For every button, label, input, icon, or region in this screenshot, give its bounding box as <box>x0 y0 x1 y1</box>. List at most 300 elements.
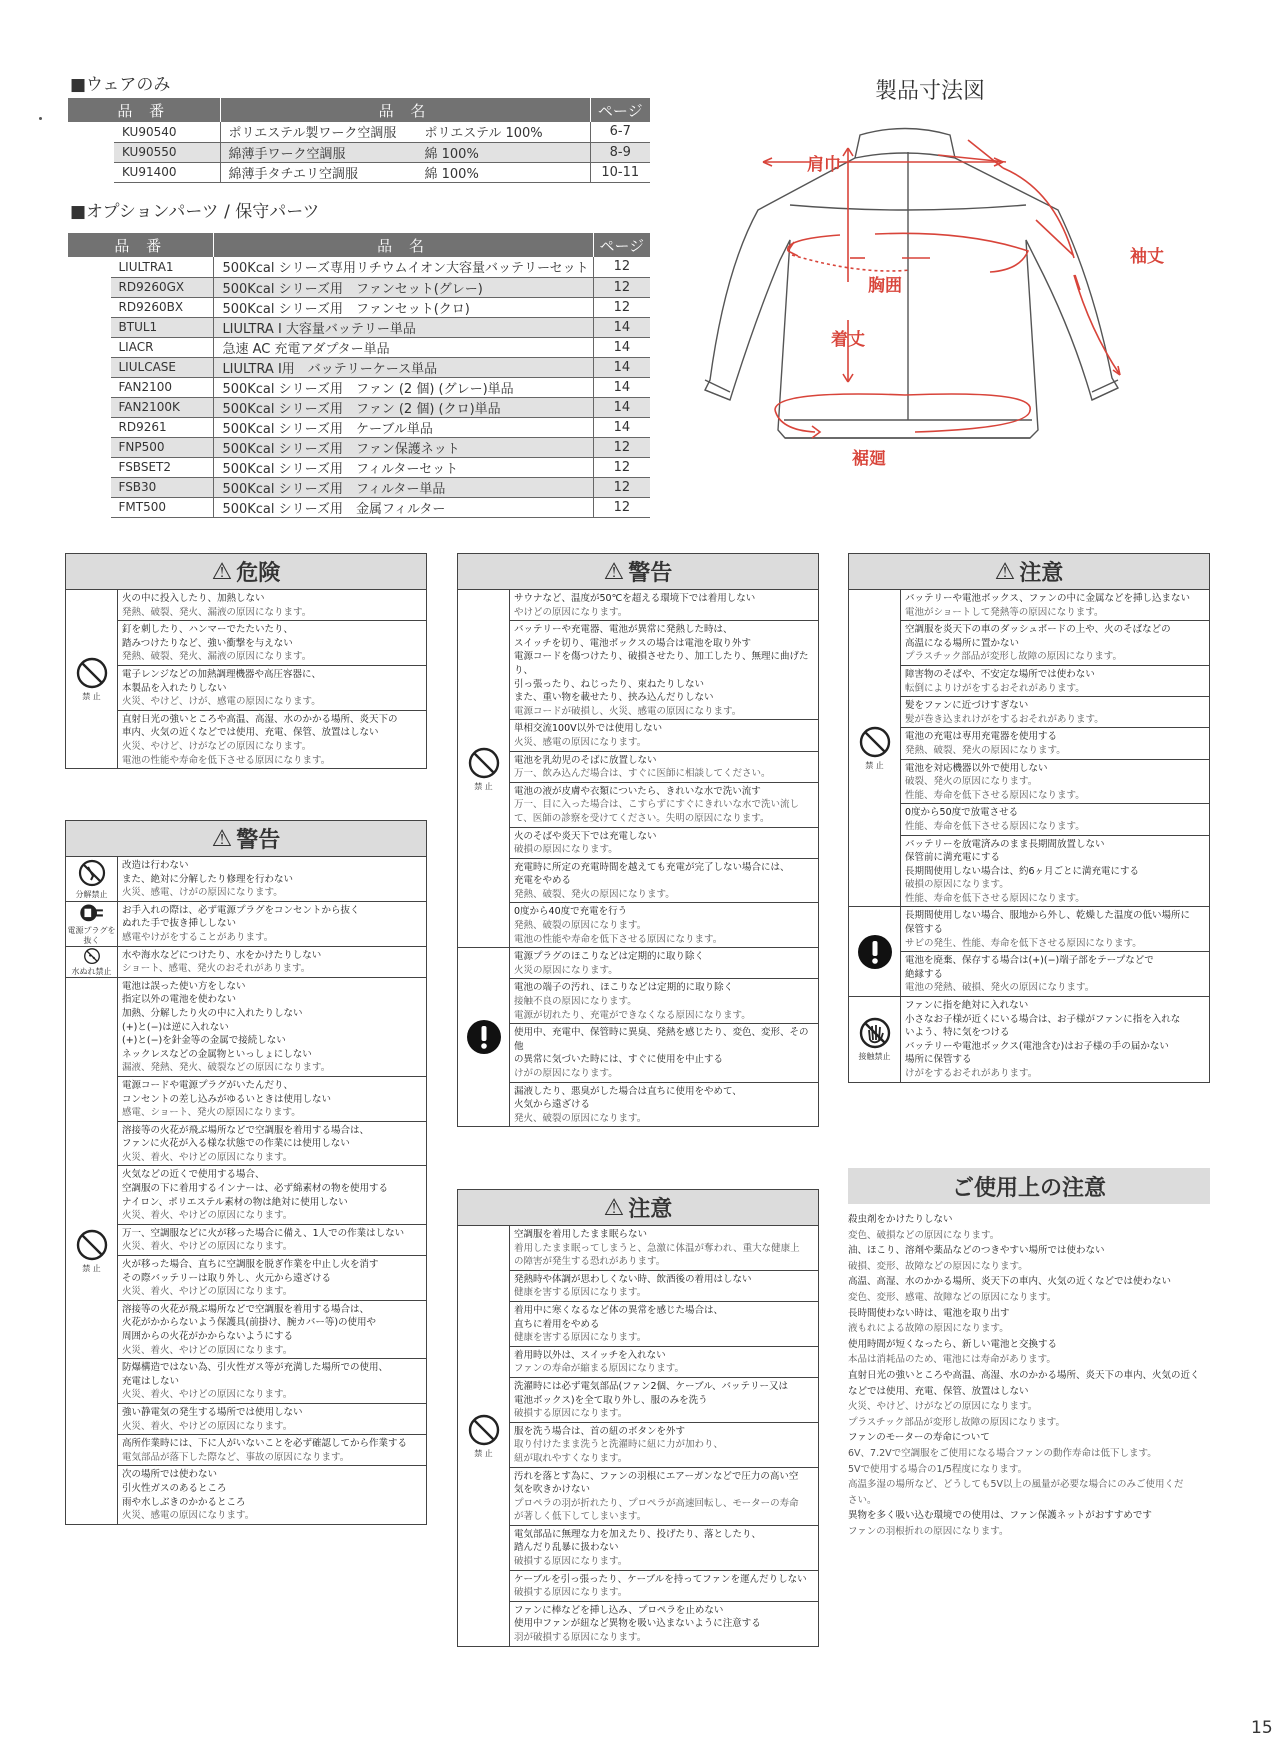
part-number: KU91400 <box>114 162 220 182</box>
header-part-no: 品 番 <box>68 98 220 122</box>
table-row <box>68 142 650 162</box>
notice-text: 着用時以外は、スイッチを入れない <box>514 1349 666 1361</box>
nocontact-label: 接触禁止 <box>858 1052 891 1062</box>
caution-right-prohibit-group <box>849 590 1209 907</box>
notice-item <box>510 1378 818 1423</box>
notice-consequence: 破損する原因になります。 <box>514 1408 628 1420</box>
prohibit-label: 禁 止 <box>865 761 884 771</box>
notice-text: バッテリーや電池ボックス、ファンの中に金属などを挿し込まない <box>905 593 1191 604</box>
notice-text: 溶接等の火花が飛ぶ場所などで空調服を着用する場合は、 ファンに火花が入る様な状態での作業には使用しない <box>122 1124 370 1150</box>
notice-item <box>118 666 426 711</box>
part-number: BTUL1 <box>111 317 214 337</box>
part-number: KU90550 <box>114 142 220 162</box>
part-number: FSB30 <box>111 477 214 497</box>
notice-consequence: 火災、やけど、けがなどの原因になります。 電池の性能や寿命を低下させる原因になります。 <box>122 740 331 766</box>
table-row <box>68 477 650 497</box>
icon-stack <box>66 857 118 977</box>
part-number: FNP500 <box>111 437 214 457</box>
page-ref: 12 <box>593 257 650 277</box>
notice-text: バッテリーを放電済みのまま長期間放置しない 保管前に満充電にする 長期間使用しない場合は、約6ヶ月ごとに満充電にする <box>905 838 1140 877</box>
usage-text: ファンのモーターの寿命について <box>848 1432 990 1444</box>
notice-item <box>118 947 426 977</box>
notice-consequence: やけどの原因になります。 <box>514 606 628 618</box>
notice-item <box>118 902 426 947</box>
notice-text: 万一、空調服などに火が移った場合に備え、1人での作業はしない <box>122 1227 405 1239</box>
product-name <box>220 162 590 182</box>
notice-consequence: 破損する原因になります。 <box>514 1587 628 1599</box>
notice-consequence: 火災、着火、やけどの原因になります。 <box>122 1210 293 1222</box>
warning-triangle-icon: ⚠ <box>211 825 233 852</box>
speck-dot <box>39 117 42 120</box>
notice-text: 電池は誤った使い方をしない 指定以外の電池を使わない 加熱、分解したり火の中に入れたりしない (+)と(−)は逆に入れない (+)と(−)を針金等の金属で接続しない ネックレスなどの金属物といっしょにしない <box>122 980 312 1060</box>
notice-consequence: 電池がショートして発熱等の原因になります。 <box>905 606 1104 618</box>
prohibit-icon <box>467 746 501 780</box>
exclamation-icon <box>466 1019 502 1055</box>
usage-text: 異物を多く吸い込む環境での使用は、ファン保護ネットがおすすめです <box>848 1510 1152 1522</box>
notice-item <box>510 720 818 751</box>
usage-consequence: 液もれによる故障の原因になります。 <box>848 1323 1009 1335</box>
danger-group <box>66 590 426 768</box>
caution-right-items <box>901 590 1209 906</box>
usage-text: 油、ほこり、溶剤や薬品などのつきやすい場所では使わない <box>848 1245 1105 1257</box>
nocontact-icon-cell <box>849 997 901 1082</box>
notice-item <box>510 1083 818 1127</box>
notice-text: 釘を刺したり、ハンマーでたたいたり、 踏みつけたりなど、強い衝撃を与えない <box>122 624 294 649</box>
notice-item <box>118 621 426 666</box>
notice-consequence: 火災、感電の原因になります。 <box>122 1510 255 1522</box>
part-number: FAN2100 <box>111 377 214 397</box>
product-name: LIULTRA Ⅰ 大容量バッテリー単品 <box>214 317 593 337</box>
page-ref: 8-9 <box>590 142 650 162</box>
notice-text: 電池の充電は専用充電器を使用する <box>905 731 1058 743</box>
notice-consequence: 感電、ショート、発火の原因になります。 <box>122 1107 301 1119</box>
notice-text: ファンに棒などを挿し込み、プロペラを止めない 使用中ファンが紐など異物を吸い込まないように注意する <box>514 1604 761 1630</box>
label-hem: 裾廻 <box>852 449 886 469</box>
notice-text: 直射日光の強いところや高温、高湿、水のかかる場所、炎天下の 車内、火気の近くなどでは使用、充電、保管、放置はしない <box>122 713 398 739</box>
notice-item <box>118 1404 426 1435</box>
notice-consequence: 破損の原因になります。 <box>514 844 618 856</box>
prohibit-icon <box>858 725 892 759</box>
prohibit-icon-cell <box>458 1226 510 1646</box>
part-number: LIULTRA1 <box>111 257 214 277</box>
header-page: ページ <box>593 233 650 257</box>
usage-consequence: ファンの羽根折れの原因になります。 <box>848 1525 1009 1537</box>
material-text: ポリエステル 100% <box>424 126 543 142</box>
usage-notes-list <box>848 1212 1210 1539</box>
page-ref: 14 <box>593 357 650 377</box>
notice-item <box>901 728 1209 759</box>
table-row <box>68 337 650 357</box>
options-table <box>68 233 650 518</box>
notice-consequence: プロペラの羽が折れたり、プロペラが高速回転し、モーターの寿命 が著しく低下してしまいます。 <box>514 1497 799 1523</box>
warning-mid-header: ⚠ 警告 <box>458 554 818 590</box>
prohibit-icon <box>75 1228 109 1262</box>
notice-consequence: 破裂、発火の原因になります。 性能、寿命を低下させる原因になります。 <box>905 776 1085 801</box>
notice-text: 髪をファンに近づけすぎない <box>905 700 1029 712</box>
usage-text: 長時間使わない時は、電池を取り出す <box>848 1307 1010 1319</box>
notice-item <box>118 711 426 768</box>
notice-item <box>901 952 1209 996</box>
warning-triangle-icon: ⚠ <box>211 558 233 585</box>
danger-items <box>118 590 426 768</box>
usage-item <box>848 1274 1210 1305</box>
warning-triangle-icon: ⚠ <box>603 1194 625 1221</box>
notice-item <box>118 1359 426 1404</box>
table-row <box>68 377 650 397</box>
usage-item <box>848 1368 1210 1430</box>
product-name: 500Kcal シリーズ用 ファン保護ネット <box>214 437 593 457</box>
usage-consequence: 6V、7.2Vで空調服をご使用になる場合ファンの動作寿命は低下します。 5Vで使用する場合の1/5程度になります。 高温多湿の場所など、どうしても5V以上の風量が必要な場合にのみご使用くだ さい。 <box>848 1447 1184 1506</box>
diagram-title: 製品寸法図 <box>875 79 986 104</box>
label-sleeve: 袖丈 <box>1130 247 1164 267</box>
notice-text: 障害物のそばや、不安定な場所では使わない <box>905 668 1095 680</box>
notice-consequence: 発熱、破裂の原因になります。 電池の性能や寿命を低下させる原因になります。 <box>514 920 723 945</box>
part-number: RD9260GX <box>111 277 214 297</box>
notice-consequence: 性能、寿命を低下させる原因になります。 <box>905 820 1085 832</box>
usage-item <box>848 1430 1210 1508</box>
material-text: 綿 100% <box>424 166 479 182</box>
notice-text: 発熱時や体調が思わしくない時、飲酒後の着用はしない <box>514 1273 752 1285</box>
caution-right-contact-items <box>901 997 1209 1082</box>
warning-mid-items <box>510 590 818 947</box>
page-ref: 6-7 <box>590 122 650 142</box>
notice-text: 長期間使用しない場合、服地から外し、乾燥した温度の低い場所に 保管する <box>905 910 1191 936</box>
usage-text: 直射日光の強いところや高温、高湿、水のかかる場所、炎天下の車内、火気の近く などでは使用、充電、保管、放置はしない <box>848 1369 1200 1397</box>
notice-consequence: 健康を害する原因になります。 <box>514 1332 647 1344</box>
unplug-icon <box>77 902 107 924</box>
usage-item <box>848 1243 1210 1274</box>
jacket-collar <box>855 129 955 159</box>
notice-text: 火の中に投入したり、加熱しない <box>122 593 265 604</box>
danger-header: ⚠ 危険 <box>66 554 426 590</box>
unplug-icon-cell <box>66 902 117 947</box>
part-number: RD9261 <box>111 417 214 437</box>
table-row <box>68 357 650 377</box>
notice-text: 電池を乳幼児のそばに放置しない <box>514 754 657 766</box>
part-number: KU90540 <box>114 122 220 142</box>
caution-mid-box <box>457 1189 819 1647</box>
prohibit-icon <box>75 656 109 690</box>
prohibit-label: 禁 止 <box>82 692 101 702</box>
notice-text: バッテリーや充電器、電池が異常に発熱した時は、 スイッチを切り、電池ボックスの場合は電池を取り外す 電源コードを傷つけたり、破損させたり、加工したり、無理に曲げたり、 引っ張ったり、ねじったり、束ねたりしない また、重い物を載せたり、挟み込んだりしない <box>514 624 809 704</box>
page-ref: 12 <box>593 477 650 497</box>
label-length: 着丈 <box>831 330 865 350</box>
notice-text: 0度から50度で放電させる <box>905 807 1019 819</box>
notice-text: 0度から40度で充電を行う <box>514 906 628 918</box>
notice-item <box>901 997 1209 1082</box>
notice-consequence: 火災、着火、やけどの原因になります。 <box>122 1420 293 1432</box>
notice-item <box>901 836 1209 907</box>
notice-text: 服を洗う場合は、首の紐のボタンを外す <box>514 1425 686 1437</box>
notice-item <box>118 1466 426 1523</box>
exclamation-icon <box>857 934 893 970</box>
prohibit-label: 禁 止 <box>474 1448 493 1458</box>
warning-mid-mandatory-group <box>458 948 818 1126</box>
notice-item <box>510 979 818 1024</box>
usage-text: 殺虫剤をかけたりしない <box>848 1214 953 1225</box>
notice-consequence: 髪が巻き込まれけがをするおそれがあります。 <box>905 713 1104 725</box>
notice-item <box>510 590 818 621</box>
notice-text: 電源コードや電源プラグがいたんだり、 コンセントの差し込みがゆるいときは使用しない <box>122 1079 332 1105</box>
usage-consequence: 変色、破損などの原因になります。 <box>848 1229 1000 1241</box>
notice-item <box>510 1571 818 1602</box>
notice-consequence: 着用したまま眠ってしまうと、急激に体温が奪われ、重大な健康上 の障害が発生する恐れがあります。 <box>514 1242 800 1268</box>
warning-left-box <box>65 820 427 1525</box>
caution-right-box <box>848 553 1210 1083</box>
caution-right-mandatory-group <box>849 907 1209 997</box>
notice-item <box>510 1302 818 1347</box>
notice-item <box>510 1226 818 1271</box>
notice-text: 洗濯時には必ず電気部品(ファン2個、ケーブル、バッテリー又は 電池ボックス)を全て取り外し、服のみを洗う <box>514 1380 788 1406</box>
table-row <box>68 417 650 437</box>
notice-consequence: ショート、感電、発火のおそれがあります。 <box>122 963 311 975</box>
notice-text: 単相交流100V以外では使用しない <box>514 723 663 735</box>
notice-consequence: 火災、着火、やけどの原因になります。 <box>122 1344 293 1356</box>
notice-text: 電池を対応機器以外で使用しない <box>905 762 1048 774</box>
notice-item <box>118 857 426 902</box>
notice-item <box>901 804 1209 835</box>
table-row <box>68 497 650 517</box>
caution-right-mandatory-items <box>901 907 1209 996</box>
usage-consequence: 変色、変形、感電、故障などの原因になります。 <box>848 1291 1057 1303</box>
notice-text: 火気などの近くで使用する場合、 空調服の下に着用するインナーは、必ず綿素材の物を使用する ナイロン、ポリエステル素材の物は絶対に使用しない <box>122 1169 389 1208</box>
notice-text: 汚れを落とす為に、ファンの羽根にエアーガンなどで圧力の高い空 気を吹きかけない <box>514 1470 799 1496</box>
notice-text: 電子レンジなどの加熱調理機器や高圧容器に、 本製品を入れたりしない <box>122 668 322 694</box>
notice-text: サウナなど、温度が50℃を超える環境下では着用しない <box>514 593 756 604</box>
notice-consequence: 発熱、破裂、発火、漏液の原因になります。 <box>122 651 312 663</box>
notice-text: 水や海水などにつけたり、水をかけたりしない <box>122 949 322 961</box>
prohibit-icon <box>467 1413 501 1447</box>
notice-text: 次の場所では使わない 引火性ガスのあるところ 雨や水しぶきのかかるところ <box>122 1469 246 1508</box>
notice-consequence: 発熱、破裂、発火の原因になります。 <box>905 744 1066 756</box>
product-name: 500Kcal シリーズ用 ファン (2 個) (クロ)単品 <box>214 397 593 417</box>
notice-text: 高所作業時には、下に人がいないことを必ず確認してから作業する <box>122 1438 408 1450</box>
notice-item <box>510 1271 818 1302</box>
page-ref: 12 <box>593 497 650 517</box>
product-name: 急速 AC 充電アダプター単品 <box>214 337 593 357</box>
product-name: 500Kcal シリーズ用 ケーブル単品 <box>214 417 593 437</box>
notice-text: 充電時に所定の充電時間を越えても充電が完了しない場合には、 充電をやめる <box>514 861 790 887</box>
jacket-size-diagram <box>700 110 1220 480</box>
jacket-hem-band <box>784 420 1032 438</box>
notice-text: 電気部品に無理な力を加えたり、投げたり、落としたり、 踏んだり乱暴に扱わない <box>514 1528 762 1554</box>
notice-item <box>510 621 818 720</box>
prohibit-icon-cell <box>66 590 118 768</box>
notice-consequence: 転倒によりけがをするおそれがあります。 <box>905 682 1085 694</box>
notice-text: 防爆構造ではない為、引火性ガス等が充満した場所での使用、 充電はしない <box>122 1362 389 1387</box>
notice-text: 電池を廃棄、保存する場合は(+)(−)端子部をテープなどで 絶縁する <box>905 955 1154 980</box>
page-ref: 12 <box>593 457 650 477</box>
notice-item <box>901 697 1209 728</box>
product-name <box>220 142 590 162</box>
no-contact-hand-icon <box>858 1016 892 1050</box>
notice-consequence: 火災、感電、けがの原因になります。 <box>122 887 283 899</box>
notice-text: 電池の端子の汚れ、ほこりなどは定期的に取り除く <box>514 982 734 994</box>
usage-text: 使用時間が短くなったら、新しい電池と交換する <box>848 1338 1058 1350</box>
notice-consequence: 健康を害する原因になります。 <box>514 1287 647 1299</box>
prohibit-icon-cell <box>849 590 901 906</box>
page-ref: 14 <box>593 397 650 417</box>
label-shoulder: 肩巾 <box>807 155 841 175</box>
water-prohibit-icon <box>77 947 107 965</box>
notice-consequence: 感電やけがをすることがあります。 <box>122 931 274 943</box>
prohibit-icon-cell <box>66 978 118 1524</box>
notice-text: 電源プラグのほこりなどは定期的に取り除く <box>514 951 705 963</box>
notice-consequence: 万一、目に入った場合は、こすらずにすぐにきれいな水で洗い流し て、医師の診察を受けてください。失明の原因になります。 <box>514 799 800 824</box>
notice-item <box>901 621 1209 666</box>
product-name: 500Kcal シリーズ用 フィルター単品 <box>214 477 593 497</box>
notice-consequence: 火災の原因になります。 <box>514 964 618 976</box>
notice-text: ファンに指を絶対に入れない 小さなお子様が近くにいる場合は、お子様がファンに指を入れな いよう、特に気をつける バッテリーや電池ボックス(電池含む)はお子様の手の届かない 場所に保管する <box>905 1000 1181 1066</box>
notice-consequence: けがをするおそれがあります。 <box>905 1068 1038 1079</box>
caution-right-header: ⚠ 注意 <box>849 554 1209 590</box>
notice-text: ケーブルを引っ張ったり、ケーブルを持ってファンを運んだりしない <box>514 1573 807 1585</box>
table-row <box>68 277 650 297</box>
notice-item <box>510 1602 818 1646</box>
notice-consequence: 火災、着火、やけどの原因になります。 <box>122 1151 293 1163</box>
product-name: 500Kcal シリーズ用 フィルターセット <box>214 457 593 477</box>
product-name: 500Kcal シリーズ用 金属フィルター <box>214 497 593 517</box>
jacket-body-outline <box>705 158 1118 438</box>
notice-consequence: 破損の原因になります。 性能、寿命を低下させる原因になります。 <box>905 879 1085 904</box>
usage-consequence: 本品は消耗品のため、電池には寿命があります。 <box>848 1354 1056 1366</box>
usage-item <box>848 1212 1210 1243</box>
product-name-text: ポリエステル製ワーク空調服 <box>228 126 397 142</box>
wear-section-title: ■ウェアのみ <box>70 75 171 95</box>
part-number: RD9260BX <box>111 297 214 317</box>
notice-text: 空調服を炎天下の車のダッシュボードの上や、火のそばなどの 高温になる場所に置かない <box>905 624 1171 649</box>
material-text: 綿 100% <box>424 146 479 162</box>
product-name: 500Kcal シリーズ用 ファン (2 個) (グレー)単品 <box>214 377 593 397</box>
nowet-label: 水ぬれ禁止 <box>71 966 112 976</box>
warning-triangle-icon: ⚠ <box>994 558 1016 585</box>
caution-mid-group <box>458 1226 818 1646</box>
notice-text: 改造は行わない また、絶対に分解したり修理を行わない <box>122 860 294 885</box>
table-row <box>68 397 650 417</box>
notice-consequence: 取り付けたまま洗うと洗濯時に紐に力が加わり、 紐が取れやすくなります。 <box>514 1439 724 1464</box>
table-row <box>68 437 650 457</box>
notice-consequence: 破損する原因になります。 <box>514 1556 628 1568</box>
options-section-title: ■オプションパーツ / 保守パーツ <box>70 202 320 222</box>
table-row <box>68 297 650 317</box>
notice-consequence: 火災、着火、やけどの原因になります。 <box>122 1286 293 1298</box>
wear-table <box>68 98 650 183</box>
notice-text: 漏液したり、悪臭がした場合は直ちに使用をやめて、 火気から遠ざける <box>514 1085 742 1111</box>
usage-item <box>848 1306 1210 1337</box>
notice-text: 火が移った場合、直ちに空調服を脱ぎ作業を中止し火を消す その際バッテリーは取り外し、火元から遠ざける <box>122 1259 379 1284</box>
notice-item <box>510 903 818 947</box>
table-row <box>68 317 650 337</box>
page-ref: 14 <box>593 337 650 357</box>
disassemble-prohibit-icon <box>77 858 107 888</box>
notice-consequence: 火災、着火、やけどの原因になります。 <box>122 1241 293 1253</box>
warning-mid-prohibit-group <box>458 590 818 948</box>
caution-right-contact-group <box>849 997 1209 1082</box>
part-number: FAN2100K <box>111 397 214 417</box>
notice-consequence: プラスチック部品が変形し故障の原因になります。 <box>905 651 1122 663</box>
notice-consequence: サビの発生、性能、寿命を低下させる原因になります。 <box>905 937 1142 949</box>
caution-mid-items <box>510 1226 818 1646</box>
notice-item <box>510 1347 818 1378</box>
header-name: 品 名 <box>220 98 590 122</box>
notice-consequence: けがの原因になります。 <box>514 1068 618 1079</box>
notice-item <box>510 752 818 783</box>
unplug-label: 電源プラグを抜く <box>67 925 116 945</box>
warning-mid-mandatory-items <box>510 948 818 1126</box>
notice-item <box>118 978 426 1077</box>
table-row <box>68 457 650 477</box>
page-ref: 14 <box>593 317 650 337</box>
label-chest: 胸囲 <box>868 276 902 296</box>
notice-item <box>118 1166 426 1224</box>
notice-item <box>901 907 1209 952</box>
danger-box <box>65 553 427 769</box>
notice-consequence: 火災、やけど、けが、感電の原因になります。 <box>122 696 321 708</box>
header-page: ページ <box>590 98 650 122</box>
usage-consequence: 破損、変形、故障などの原因になります。 <box>848 1260 1028 1272</box>
mandatory-icon-cell <box>458 948 510 1126</box>
product-name: 500Kcal シリーズ用 ファンセット(クロ) <box>214 297 593 317</box>
product-name-text: 綿薄手ワーク空調服 <box>228 146 346 162</box>
notice-text: 着用中に寒くなるなど体の異常を感じた場合は、 直ちに着用をやめる <box>514 1304 724 1330</box>
usage-text: 高温、高湿、水のかかる場所、炎天下の車内、火気の近くなどでは使わない <box>848 1276 1172 1288</box>
notice-consequence: 発熱、破裂、発火、漏液の原因になります。 <box>122 606 312 618</box>
header-part-no: 品 番 <box>68 233 214 257</box>
table-row <box>68 122 650 142</box>
table-row <box>68 257 650 277</box>
warning-left-top-group <box>66 857 426 978</box>
notice-item <box>118 590 426 621</box>
disassemble-icon-cell <box>66 857 117 902</box>
caution-mid-header: ⚠ 注意 <box>458 1190 818 1226</box>
notice-text: 空調服を着用したまま眠らない <box>514 1229 648 1240</box>
notice-consequence: 漏液、発熱、発火、破裂などの原因になります。 <box>122 1062 331 1074</box>
notice-item <box>901 760 1209 805</box>
notice-consequence: 発火、破裂の原因になります。 <box>514 1112 647 1124</box>
notice-item <box>901 666 1209 697</box>
notice-text: 溶接等の火花が飛ぶ場所などで空調服を着用する場合は、 火花がかからないよう保護具(前掛け、腕カバー等)の使用や 周囲からの火花がかからないようにする <box>122 1303 377 1342</box>
table-row <box>68 162 650 182</box>
product-name <box>220 122 590 142</box>
notice-item <box>510 1024 818 1082</box>
prohibit-label: 禁 止 <box>82 1263 101 1273</box>
notice-item <box>118 1256 426 1301</box>
part-number: FSBSET2 <box>111 457 214 477</box>
page-ref: 12 <box>593 297 650 317</box>
disassemble-label: 分解禁止 <box>75 889 108 899</box>
notice-consequence: 火災、着火、やけどの原因になります。 <box>122 1389 293 1401</box>
page-number: 15 <box>1251 1718 1273 1738</box>
notice-item <box>118 1122 426 1167</box>
usage-consequence: 火災、やけど、けがなどの原因になります。 プラスチック部品が変形し故障の原因になります。 <box>848 1401 1065 1428</box>
notice-consequence: 電源コードが破損し、火災、感電の原因になります。 <box>514 705 742 717</box>
warning-left-items <box>118 978 426 1524</box>
warning-left-group <box>66 978 426 1524</box>
notice-item <box>510 948 818 979</box>
notice-consequence: 万一、飲み込んだ場合は、すぐに医師に相談してください。 <box>514 768 771 780</box>
page-ref: 12 <box>593 437 650 457</box>
product-name-text: 綿薄手タチエリ空調服 <box>228 166 358 182</box>
notice-item <box>510 783 818 828</box>
notice-text: 電池の液が皮膚や衣類についたら、きれいな水で洗い流す <box>514 785 761 797</box>
usage-item <box>848 1508 1210 1539</box>
notice-consequence: 発熱、破裂、発火の原因になります。 <box>514 888 675 900</box>
prohibit-icon-cell <box>458 590 510 947</box>
notice-item <box>510 1423 818 1468</box>
warning-mid-box <box>457 553 819 1127</box>
notice-consequence: 接触不良の原因になります。 電源が切れたり、充電ができなくなる原因になります。 <box>514 996 751 1021</box>
header-name: 品 名 <box>214 233 593 257</box>
